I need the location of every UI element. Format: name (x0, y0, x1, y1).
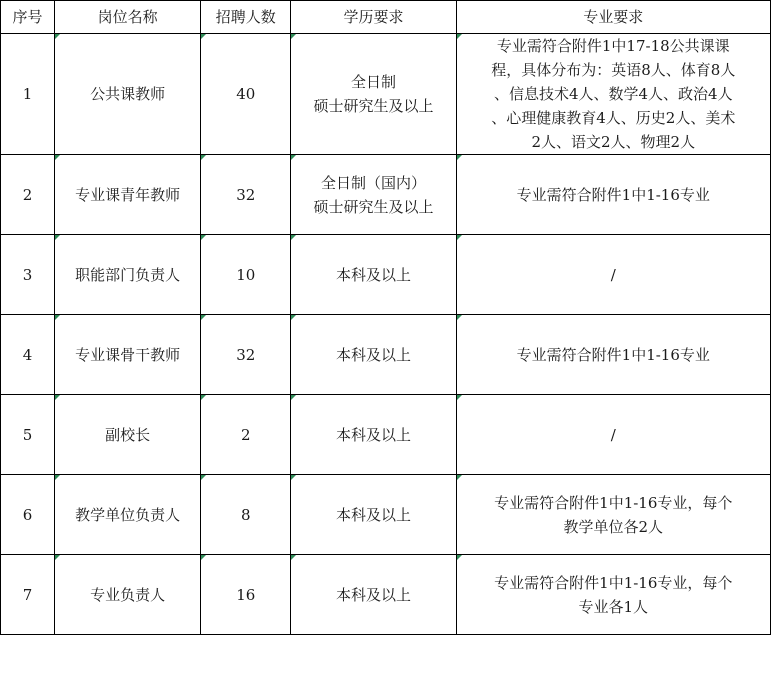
cell-marker-icon (291, 34, 296, 39)
cell-marker-icon (457, 555, 462, 560)
cell-position-text: 教学单位负责人 (75, 505, 181, 524)
cell-count-text: 32 (236, 345, 256, 364)
table-row (1, 155, 771, 235)
cell-marker-icon (55, 155, 60, 160)
cell-major-text: 专业需符合附件1中17-18公共课课 程，具体分布为：英语8人、体育8人 、信息技术4人、数学4人、政治4人 、心理健康教育4人、历史2人、美术 2人、语文2人、物理2人 (491, 37, 736, 151)
cell-marker-icon (291, 555, 296, 560)
cell-no (1, 34, 55, 155)
cell-education-text: 本科及以上 (335, 585, 411, 604)
cell-major (456, 395, 770, 475)
cell-position (55, 34, 201, 155)
header-position: 岗位名称 (55, 1, 201, 34)
cell-marker-icon (291, 315, 296, 320)
cell-count (201, 315, 291, 395)
cell-marker-icon (457, 475, 462, 480)
cell-major-text: 专业需符合附件1中1-16专业 (516, 185, 710, 204)
table-row (1, 475, 771, 555)
cell-count (201, 235, 291, 315)
cell-count-text: 10 (236, 265, 256, 284)
cell-no (1, 475, 55, 555)
cell-marker-icon (201, 315, 206, 320)
cell-no (1, 235, 55, 315)
cell-no (1, 555, 55, 635)
cell-major (456, 155, 770, 235)
cell-education (291, 235, 456, 315)
cell-count (201, 395, 291, 475)
cell-marker-icon (201, 395, 206, 400)
cell-major (456, 235, 770, 315)
cell-count (201, 34, 291, 155)
cell-marker-icon (291, 395, 296, 400)
cell-education (291, 315, 456, 395)
cell-marker-icon (201, 155, 206, 160)
cell-no-text: 5 (22, 425, 33, 444)
cell-major-text: / (610, 425, 616, 444)
cell-position-text: 公共课教师 (90, 85, 166, 103)
cell-major (456, 34, 770, 155)
cell-education (291, 555, 456, 635)
cell-position (55, 155, 201, 235)
cell-education (291, 475, 456, 555)
cell-no (1, 395, 55, 475)
cell-marker-icon (201, 555, 206, 560)
cell-marker-icon (201, 34, 206, 39)
cell-marker-icon (457, 235, 462, 240)
table-row (1, 235, 771, 315)
cell-marker-icon (55, 395, 60, 400)
cell-count (201, 475, 291, 555)
cell-major-text: 专业需符合附件1中1-16专业，每个 教学单位各2人 (494, 493, 733, 536)
table-row (1, 34, 771, 155)
table-header-row (1, 1, 771, 34)
cell-marker-icon (457, 395, 462, 400)
cell-major (456, 315, 770, 395)
cell-position-text: 专业课骨干教师 (75, 345, 181, 364)
header-major: 专业要求 (456, 1, 770, 34)
cell-position-text: 专业课青年教师 (75, 185, 181, 204)
cell-count (201, 555, 291, 635)
cell-count-text: 32 (236, 185, 256, 204)
cell-education-text: 本科及以上 (335, 425, 411, 444)
cell-position (55, 475, 201, 555)
cell-no-text: 3 (22, 265, 33, 284)
table-row (1, 315, 771, 395)
cell-education-text: 全日制 硕士研究生及以上 (313, 73, 434, 115)
cell-major-text: 专业需符合附件1中1-16专业，每个 专业各1人 (494, 573, 733, 616)
cell-education (291, 34, 456, 155)
cell-position (55, 235, 201, 315)
cell-education-text: 全日制（国内） 硕士研究生及以上 (313, 173, 434, 216)
cell-major (456, 555, 770, 635)
header-no: 序号 (1, 1, 55, 34)
cell-education-text: 本科及以上 (335, 265, 411, 284)
cell-education-text: 本科及以上 (335, 505, 411, 524)
cell-marker-icon (457, 315, 462, 320)
cell-no-text: 1 (22, 85, 33, 103)
cell-marker-icon (457, 155, 462, 160)
header-education: 学历要求 (291, 1, 456, 34)
cell-position (55, 315, 201, 395)
header-count: 招聘人数 (201, 1, 291, 34)
cell-position (55, 555, 201, 635)
cell-marker-icon (291, 155, 296, 160)
cell-education (291, 395, 456, 475)
cell-no-text: 6 (22, 505, 33, 524)
cell-marker-icon (55, 315, 60, 320)
cell-marker-icon (201, 235, 206, 240)
cell-education-text: 本科及以上 (335, 345, 411, 364)
table-row (1, 555, 771, 635)
cell-marker-icon (291, 235, 296, 240)
cell-count-text: 2 (241, 425, 251, 444)
cell-major-text: 专业需符合附件1中1-16专业 (516, 345, 710, 364)
cell-marker-icon (55, 34, 60, 39)
cell-count-text: 16 (236, 585, 256, 604)
table-row (1, 395, 771, 475)
cell-count-text: 40 (236, 85, 256, 103)
cell-no (1, 315, 55, 395)
cell-major-text: / (610, 265, 616, 284)
cell-position (55, 395, 201, 475)
cell-count-text: 8 (241, 505, 251, 524)
cell-position-text: 专业负责人 (90, 585, 166, 604)
cell-count (201, 155, 291, 235)
cell-marker-icon (55, 235, 60, 240)
cell-position-text: 副校长 (105, 425, 151, 444)
cell-marker-icon (55, 475, 60, 480)
cell-no-text: 4 (22, 345, 33, 364)
cell-marker-icon (457, 34, 462, 39)
cell-education (291, 155, 456, 235)
cell-no-text: 7 (22, 585, 33, 604)
cell-major (456, 475, 770, 555)
cell-no-text: 2 (22, 185, 33, 204)
cell-marker-icon (55, 555, 60, 560)
cell-marker-icon (291, 475, 296, 480)
cell-no (1, 155, 55, 235)
cell-position-text: 职能部门负责人 (75, 265, 181, 284)
cell-marker-icon (201, 475, 206, 480)
